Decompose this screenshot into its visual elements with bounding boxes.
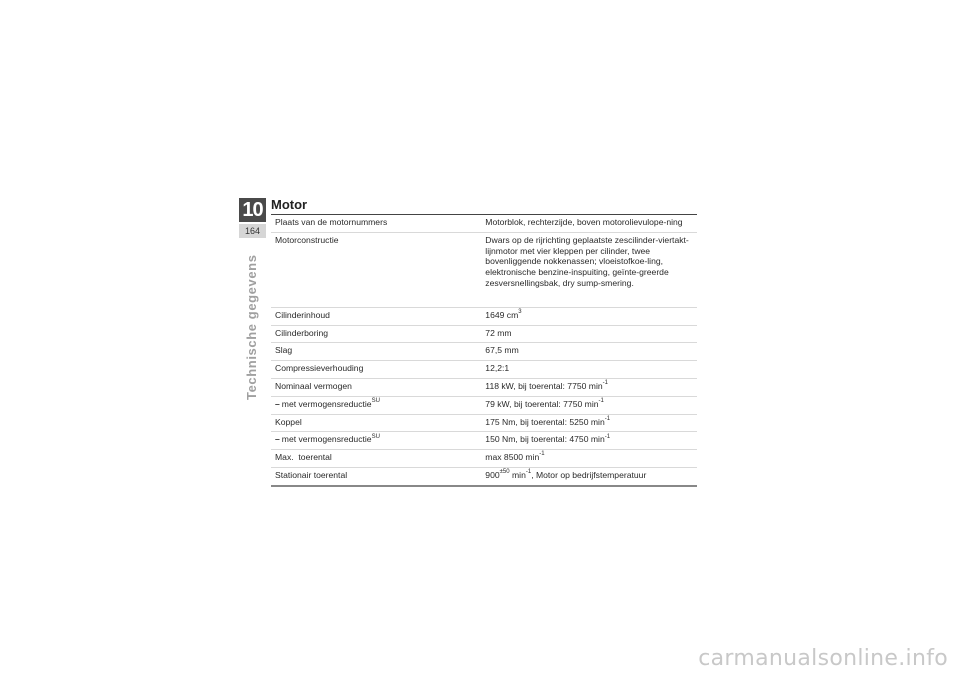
row-value: $900^{\pm 50}$ $\min^{-1}$, Motor op bedrijfstemperatuur <box>485 469 647 480</box>
row-label: Motorconstructie <box>275 234 339 245</box>
row-label: Cilinderboring <box>275 327 329 338</box>
table-row <box>271 307 697 325</box>
table-row <box>271 378 697 396</box>
dash-marker: – <box>275 434 280 445</box>
row-value: Dwars op de rijrichting geplaatste zescilinder-viertakt-lijnmotor met vier kleppen per cilinder, twee bovenliggende nokkenassen; vloeistofkoe-ling, elektronische benzine-inspuiting, geïnte-greerde zesversnellingsbak, dry sump-smering. <box>485 234 689 288</box>
page-number: 164 <box>239 224 266 238</box>
row-label: Max. toerental <box>275 452 332 463</box>
row-value: 72 mm <box>485 327 512 338</box>
row-value: 175 Nm, bij toerental: 5250 $\min^{-1}$ <box>485 415 611 427</box>
table-row <box>271 414 697 432</box>
row-label: Compressieverhouding <box>275 363 364 374</box>
table-row <box>271 325 697 343</box>
row-label: Plaats van de motornummers <box>275 217 388 227</box>
dash-marker: – <box>275 398 280 409</box>
table-row <box>271 396 697 414</box>
table-row <box>271 215 697 233</box>
row-label: Cilinderinhoud <box>275 309 330 320</box>
chapter-side-title: Technische gegevens <box>244 254 259 400</box>
table-row <box>271 432 697 450</box>
row-label: Nominaal vermogen <box>275 380 352 391</box>
table-row <box>271 232 697 307</box>
row-label: Slag <box>275 345 293 356</box>
row-value: 12,2:1 <box>485 363 510 374</box>
row-label: Stationair toerental <box>275 469 348 480</box>
table-row <box>271 450 697 468</box>
row-label: – met vermogensreductie$^{SU}$ <box>275 433 380 445</box>
row-value: 150 Nm, bij toerental: 4750 $\min^{-1}$ <box>485 433 611 445</box>
watermark: carmanualsonline.info <box>698 646 948 671</box>
specs-table <box>271 214 697 487</box>
table-row <box>271 361 697 379</box>
table-row <box>271 467 697 485</box>
section-title: Motor <box>271 197 308 212</box>
row-value: 79 kW, bij toerental: 7750 $\min^{-1}$ <box>485 397 604 409</box>
row-label: Koppel <box>275 416 302 427</box>
row-value: 67,5 mm <box>485 345 519 356</box>
row-value: Motorblok, rechterzijde, boven motorolievulope-ning <box>485 217 683 227</box>
chapter-number-tab: 10 <box>239 198 266 222</box>
row-value: 1649 $cm^3$ <box>485 308 522 320</box>
row-value: 118 kW, bij toerental: 7750 $\min^{-1}$ <box>485 380 608 391</box>
row-value: max 8500 $\min^{-1}$ <box>485 451 545 463</box>
table-row <box>271 343 697 361</box>
row-label: – met vermogensreductie$^{SU}$ <box>275 397 380 409</box>
